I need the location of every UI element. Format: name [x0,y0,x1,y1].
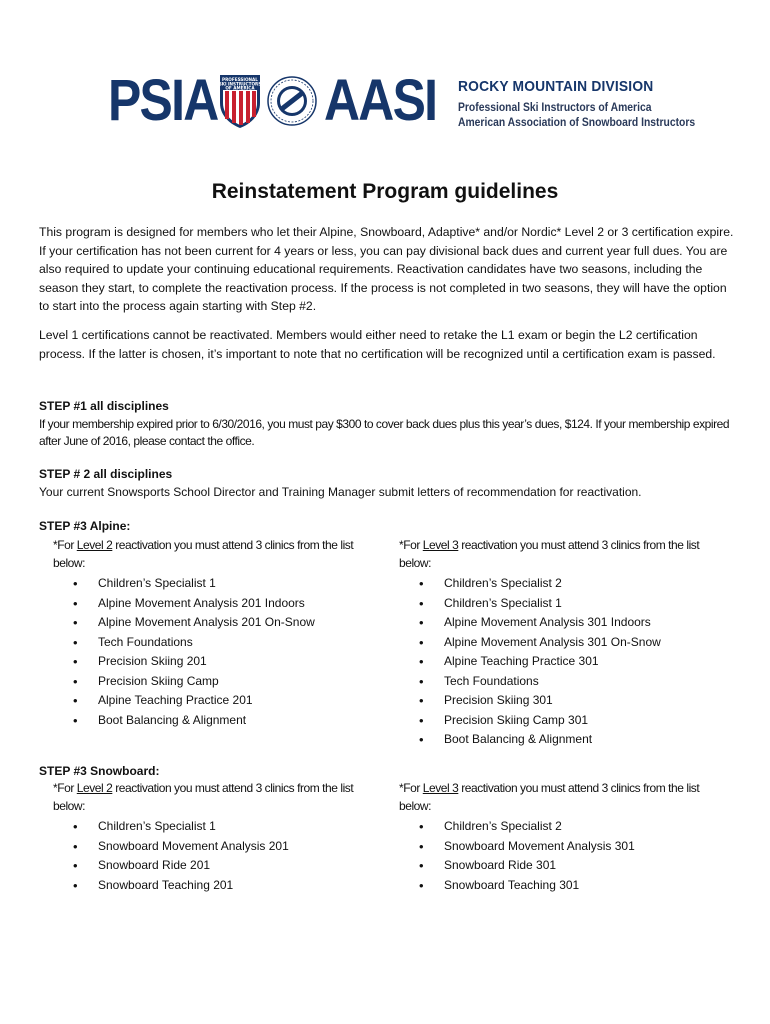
snowboard-level3-intro: *For Level 3 reactivation you must attend 3 clinics from the list below: [399,781,700,813]
list-item: • Alpine Movement Analysis 301 On-Snow [399,633,734,653]
list-item: • Children’s Specialist 1 [53,574,388,594]
step3-snowboard-heading: STEP #3 Snowboard: [39,764,160,778]
org-psia-name: Professional Ski Instructors of America [458,102,652,114]
logo-group [108,68,437,133]
alpine-level3-list [399,574,734,750]
list-item: • Snowboard Ride 201 [53,856,388,876]
psia-shield-icon [218,73,262,129]
list-item: • Precision Skiing Camp 301 [399,711,734,731]
list-item: • Tech Foundations [53,633,388,653]
list-item: • Alpine Teaching Practice 201 [53,691,388,711]
intro-paragraph: This program is designed for members who let their Alpine, Snowboard, Adaptive* and/or Nordic* Level 2 or 3 certification expire. If your certification has not been current for 4 years or less, you can pay divisional back dues and current year full dues. You are also required to update your continuing educational requirements. Reactivation candidates have two seasons, including the season they start, to complete the reactivation process. If the process is not completed in two seasons, they will have the option to start into the process again starting with Step #2. [39,225,734,313]
list-item: • Snowboard Teaching 201 [53,876,388,896]
org-aasi-name: American Association of Snowboard Instructors [458,117,696,129]
list-item: • Alpine Movement Analysis 201 On-Snow [53,613,388,633]
list-item: • Alpine Movement Analysis 301 Indoors [399,613,734,633]
step2-text: Your current Snowsports School Director and Training Manager submit letters of recommendation for reactivation. [39,484,642,499]
list-item: • Boot Balancing & Alignment [399,730,734,750]
level1-paragraph: Level 1 certifications cannot be reactivated. Members would either need to retake the L1 exam or begin the L2 certification process. If the latter is chosen, it’s important to note that no certification will be recognized until a certification exam is passed. [39,328,716,361]
list-item: • Children’s Specialist 2 [399,574,734,594]
list-item: • Snowboard Movement Analysis 201 [53,837,388,857]
svg-text:SKI INSTRUCTORS: SKI INSTRUCTORS [218,81,262,87]
step1-section [39,398,739,451]
snowboard-level2-list [53,817,388,895]
step2-heading: STEP # 2 all disciplines [39,467,173,481]
alpine-level2-list [53,574,388,730]
list-item: • Snowboard Movement Analysis 301 [399,837,734,857]
list-item: • Children’s Specialist 1 [399,594,734,614]
list-item: • Precision Skiing 301 [399,691,734,711]
aasi-badge-icon [266,75,318,127]
list-item: • Snowboard Teaching 301 [399,876,734,896]
list-item: • Snowboard Ride 301 [399,856,734,876]
alpine-level2-column [53,537,388,730]
step3-snowboard-section [39,763,739,781]
list-item: • Alpine Movement Analysis 201 Indoors [53,594,388,614]
division-name: ROCKY MOUNTAIN DIVISION [458,78,654,95]
list-item: • Children’s Specialist 2 [399,817,734,837]
snowboard-level2-column [53,780,388,895]
psia-logo-text: PSIA [108,68,218,133]
step3-alpine-heading: STEP #3 Alpine: [39,519,131,533]
step2-section [39,466,739,501]
aasi-logo-text: AASI [324,68,437,133]
svg-text:PROFESSIONAL: PROFESSIONAL [222,77,258,82]
snowboard-level3-list [399,817,734,895]
snowboard-level2-intro: *For Level 2 reactivation you must attend 3 clinics from the list below: [53,781,354,813]
list-item: • Alpine Teaching Practice 301 [399,652,734,672]
alpine-level2-intro: *For Level 2 reactivation you must attend 3 clinics from the list below: [53,538,354,570]
page-title: Reinstatement Program guidelines [211,180,559,203]
step3-alpine-section [39,518,739,536]
list-item: • Precision Skiing Camp [53,672,388,692]
list-item: • Tech Foundations [399,672,734,692]
snowboard-level3-column [399,780,734,895]
step1-heading: STEP #1 all disciplines [39,399,169,413]
list-item: • Children’s Specialist 1 [53,817,388,837]
alpine-level3-intro: *For Level 3 reactivation you must attend 3 clinics from the list below: [399,538,700,570]
division-block [458,78,721,131]
list-item: • Boot Balancing & Alignment [53,711,388,731]
list-item: • Precision Skiing 201 [53,652,388,672]
svg-text:OF AMERICA: OF AMERICA [225,85,255,91]
step1-text: If your membership expired prior to 6/30/2016, you must pay $300 to cover back dues plus this year’s dues, $124. If your membership expired after June of 2016, please contact the office. [39,416,730,448]
alpine-level3-column [399,537,734,750]
